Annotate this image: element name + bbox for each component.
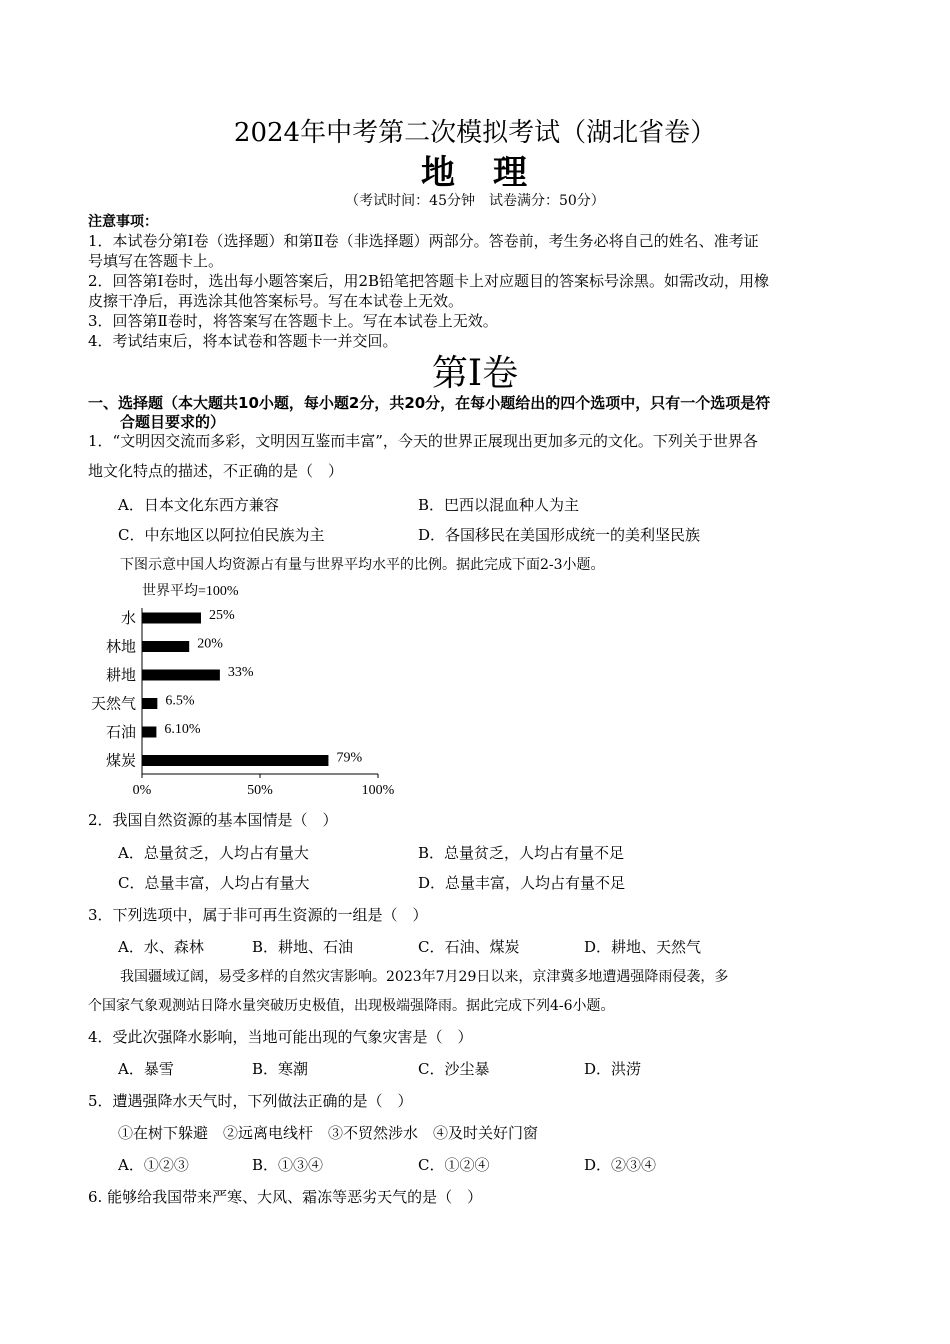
- material-intro: 我国疆域辽阔，易受多样的自然灾害影响。2023年7月29日以来，京津冀多地遭遇强降雨侵袭，多: [120, 969, 729, 985]
- q5-option-a: A．①②③: [118, 1156, 189, 1174]
- section-heading-cont: 合题目要求的）: [120, 413, 226, 431]
- notice-heading: 注意事项：: [88, 214, 158, 230]
- q5-option-d: D．②③④: [584, 1156, 657, 1174]
- chart-tick-label: 100%: [361, 783, 395, 798]
- q1-option-a: A．日本文化东西方兼容: [118, 496, 279, 514]
- q5-option-c: C．①②④: [418, 1156, 490, 1174]
- q4-option-c: C．沙尘暴: [418, 1060, 490, 1078]
- q4-option-a: A．暴雪: [118, 1060, 174, 1078]
- chart-bar: [142, 641, 189, 652]
- q3-option-d: D．耕地、天然气: [584, 938, 702, 956]
- chart-bar: [142, 727, 156, 738]
- chart-category-label: 水: [120, 611, 136, 627]
- q1-option-b: B．巴西以混血种人为主: [418, 496, 580, 514]
- chart-category-label: 石油: [105, 725, 136, 741]
- notice-line: 皮擦干净后，再选涂其他答案标号。写在本试卷上无效。: [88, 292, 464, 310]
- question-4-stem: 4．受此次强降水影响，当地可能出现的气象灾害是（ ）: [88, 1028, 473, 1046]
- question-1-stem-cont: 地文化特点的描述，不正确的是（ ）: [88, 462, 344, 480]
- chart-tick-label: 50%: [247, 783, 273, 798]
- volume-heading: 第Ⅰ卷: [431, 353, 519, 394]
- chart-data-label: 6.5%: [165, 693, 195, 709]
- q4-option-d: D．洪涝: [584, 1060, 642, 1078]
- question-1-stem: 1．“文明因交流而多彩，文明因互鉴而丰富”，今天的世界正展现出更加多元的文化。下列关于世界各: [88, 432, 758, 450]
- q2-option-b: B．总量贫乏，人均占有量不足: [418, 844, 625, 862]
- q3-option-c: C．石油、煤炭: [418, 938, 520, 956]
- q5-statements: ①在树下躲避 ②远离电线杆 ③不贸然涉水 ④及时关好门窗: [118, 1124, 539, 1142]
- question-6-stem: 6. 能够给我国带来严寒、大风、霜冻等恶劣天气的是（ ）: [88, 1188, 483, 1206]
- chart-category-label: 耕地: [105, 668, 136, 684]
- notice-line: 号填写在答题卡上。: [88, 252, 224, 270]
- exam-title: 2024年中考第二次模拟考试（湖北省卷）: [233, 118, 717, 148]
- chart-data-label: 33%: [227, 665, 254, 680]
- notice-line: 1．本试卷分第Ⅰ卷（选择题）和第Ⅱ卷（非选择题）两部分。答卷前，考生务必将自己的姓名、准考证: [88, 232, 759, 250]
- notice-line: 3．回答第Ⅱ卷时，将答案写在答题卡上。写在本试卷上无效。: [88, 312, 498, 330]
- exam-info: （考试时间：45分钟 试卷满分：50分）: [345, 193, 605, 209]
- section-heading: 一、选择题（本大题共10小题，每小题2分，共20分，在每小题给出的四个选项中，只有一个选项是符: [88, 394, 771, 412]
- chart-bar: [142, 613, 201, 624]
- q2-option-c: C．总量丰富，人均占有量大: [118, 874, 310, 892]
- q3-option-a: A．水、森林: [118, 938, 204, 956]
- chart-data-label: 6.10%: [164, 722, 201, 737]
- q5-option-b: B．①③④: [252, 1156, 324, 1174]
- chart-bar: [142, 755, 328, 766]
- chart-data-label: 20%: [197, 636, 223, 652]
- question-3-stem: 3．下列选项中，属于非可再生资源的一组是（ ）: [88, 906, 428, 924]
- chart-title: 世界平均=100%: [142, 584, 239, 599]
- chart-data-label: 25%: [209, 608, 235, 623]
- q2-option-a: A．总量贫乏，人均占有量大: [118, 844, 309, 862]
- q3-option-b: B．耕地、石油: [252, 938, 354, 956]
- chart-tick-label: 0%: [132, 783, 152, 798]
- q1-option-d: D．各国移民在美国形成统一的美利坚民族: [418, 526, 701, 544]
- chart-category-label: 煤炭: [105, 753, 136, 770]
- resource-bar-chart: [80, 578, 410, 800]
- notice-line: 2．回答第Ⅰ卷时，选出每小题答案后，用2B铅笔把答题卡上对应题目的答案标号涂黑。如需改动，用橡: [88, 272, 770, 290]
- q1-option-c: C．中东地区以阿拉伯民族为主: [118, 526, 325, 544]
- notice-line: 4．考试结束后，将本试卷和答题卡一并交回。: [88, 332, 398, 350]
- subject-title: 地 理: [421, 153, 529, 193]
- chart-intro: 下图示意中国人均资源占有量与世界平均水平的比例。据此完成下面2-3小题。: [120, 557, 605, 573]
- q4-option-b: B．寒潮: [252, 1060, 309, 1078]
- chart-data-label: 79%: [336, 750, 363, 766]
- question-2-stem: 2．我国自然资源的基本国情是（ ）: [88, 811, 338, 829]
- chart-bar: [142, 670, 220, 681]
- q2-option-d: D．总量丰富，人均占有量不足: [418, 874, 626, 892]
- chart-category-label: 天然气: [90, 696, 136, 713]
- chart-bar: [142, 698, 157, 709]
- material-intro-cont: 个国家气象观测站日降水量突破历史极值，出现极端强降雨。据此完成下列4-6小题。: [88, 998, 615, 1014]
- question-5-stem: 5．遭遇强降水天气时，下列做法正确的是（ ）: [88, 1092, 413, 1110]
- chart-category-label: 林地: [105, 639, 136, 656]
